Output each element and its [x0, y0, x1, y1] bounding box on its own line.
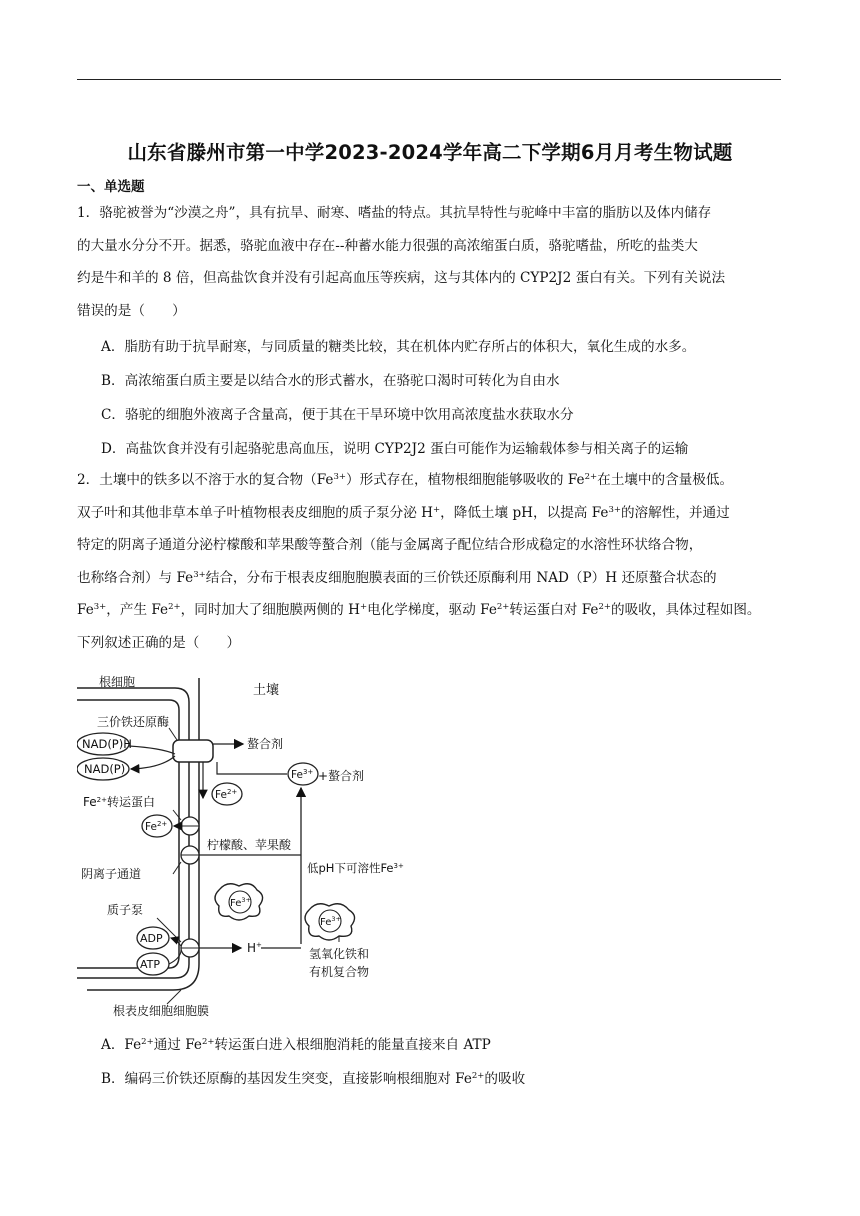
q1-line: 约是牛和羊的 8 倍，但高盐饮食并没有引起高血压等疾病，这与其体内的 CYP2J2 蛋白有关。下列有关说法	[77, 270, 726, 286]
label-hplus: H+	[247, 941, 262, 955]
page-title: 山东省滕州市第一中学2023-2024学年高二下学期6月月考生物试题	[127, 141, 733, 164]
q1-option-b: B．高浓缩蛋白质主要是以结合水的形式蓄水，在骆驼口渴时可转化为自由水	[101, 373, 560, 389]
q1-line: 1．骆驼被誉为“沙漠之舟”，具有抗旱、耐寒、嗜盐的特点。其抗旱特性与驼峰中丰富的脂肪以及体内储存	[77, 205, 712, 221]
question-1-stem	[77, 197, 787, 327]
label-nadph: NAD(P)H	[82, 737, 132, 751]
svg-text:Fe2+: $Fe^{2+}$	[215, 788, 238, 801]
svg-text:Fe3+: $Fe^{3+}$	[230, 896, 251, 909]
label-chelator: 螯合剂	[247, 737, 284, 751]
q2-option-a: A．$Fe^{2+}$通过 $Fe^{2+}$转运蛋白进入根细胞消耗的能量直接来自 ATP	[101, 1037, 491, 1053]
label-root-cell: 根细胞	[99, 675, 136, 689]
label-atp: ATP	[140, 958, 161, 971]
label-anion-channel: 阴离子通道	[81, 867, 142, 881]
question-2-stem	[77, 464, 787, 659]
label-iron-hydroxide: 氢氧化铁和	[309, 947, 370, 961]
q1-option-a: A．脂肪有助于抗旱耐寒，与同质量的糖类比较，其在机体内贮存所占的体积大，氧化生成的水多。	[101, 339, 696, 355]
svg-text:Fe2+: $Fe^{2+}$	[145, 820, 168, 833]
q1-line: 的大量水分分不开。据悉，骆驼血液中存在-‐种蓄水能力很强的高浓缩蛋白质，骆驼嗜盐，所吃的盐类大	[77, 237, 698, 254]
label-fe3-chelator: +螯合剂	[318, 769, 365, 783]
q2-line: 双子叶和其他非草本单子叶植物根表皮细胞的质子泵分泌 H+，降低土壤 pH，以提高 $Fe^{3+}$的溶解性，并通过	[77, 504, 730, 521]
q1-line: 错误的是（ ）	[77, 302, 186, 319]
label-citric-malic: 柠檬酸、苹果酸	[207, 838, 292, 852]
q2-option-b: B．编码三价铁还原酶的基因发生突变，直接影响根细胞对 $Fe^{2+}$的吸收	[101, 1071, 526, 1087]
reductase-enzyme	[173, 740, 213, 762]
q2-line: 2．土壤中的铁多以不溶于水的复合物$(Fe^{3+})$形式存在，植物根细胞能够吸收的 $Fe^{2+}$在土壤中的含量极低。	[77, 472, 734, 488]
q2-line: 下列叙述正确的是（ ）	[77, 634, 241, 651]
label-adp: ADP	[140, 932, 163, 945]
label-reductase: 三价铁还原酶	[97, 715, 170, 729]
svg-text:Fe3+: $Fe^{3+}$	[291, 768, 314, 781]
section-heading: 一、单选题	[77, 179, 145, 195]
svg-text:Fe3+: $Fe^{3+}$	[320, 915, 341, 928]
q2-line: 特定的阴离子通道分泌柠檬酸和苹果酸等螯合剂（能与金属离子配位结合形成稳定的水溶性环状络合物，	[77, 537, 703, 553]
label-soil: 土壤	[253, 683, 280, 698]
iron-uptake-diagram	[77, 668, 437, 1024]
label-organic-complex: 有机复合物	[309, 965, 370, 979]
q2-line: $Fe^{3+}$，产生 $Fe^{2+}$，同时加大了细胞膜两侧的 H+电化学梯度，驱动 $Fe^{2+}$转运蛋白对 $Fe^{2+}$的吸收，具体过程如图。	[77, 602, 761, 618]
label-low-ph: 低pH下可溶性$Fe^{3+}$	[307, 861, 404, 875]
label-nadp: NAD(P)	[84, 762, 126, 776]
q1-option-d: D．高盐饮食并没有引起骆驼患高血压，说明 CYP2J2 蛋白可能作为运输载体参与相关离子的运输	[101, 441, 689, 457]
label-fe2-transporter: $Fe^{2+}$转运蛋白	[83, 795, 155, 809]
label-membrane: 根表皮细胞细胞膜	[113, 1004, 210, 1018]
label-proton-pump: 质子泵	[107, 903, 144, 917]
top-rule	[77, 79, 781, 80]
q1-option-c: C．骆驼的细胞外液离子含量高，便于其在干旱环境中饮用高浓度盐水获取水分	[101, 407, 574, 423]
q2-line: 也称络合剂）与 $Fe^{3+}$结合，分布于根表皮细胞胞膜表面的三价铁还原酶利用 NAD（P）H 还原螯合状态的	[77, 569, 717, 586]
